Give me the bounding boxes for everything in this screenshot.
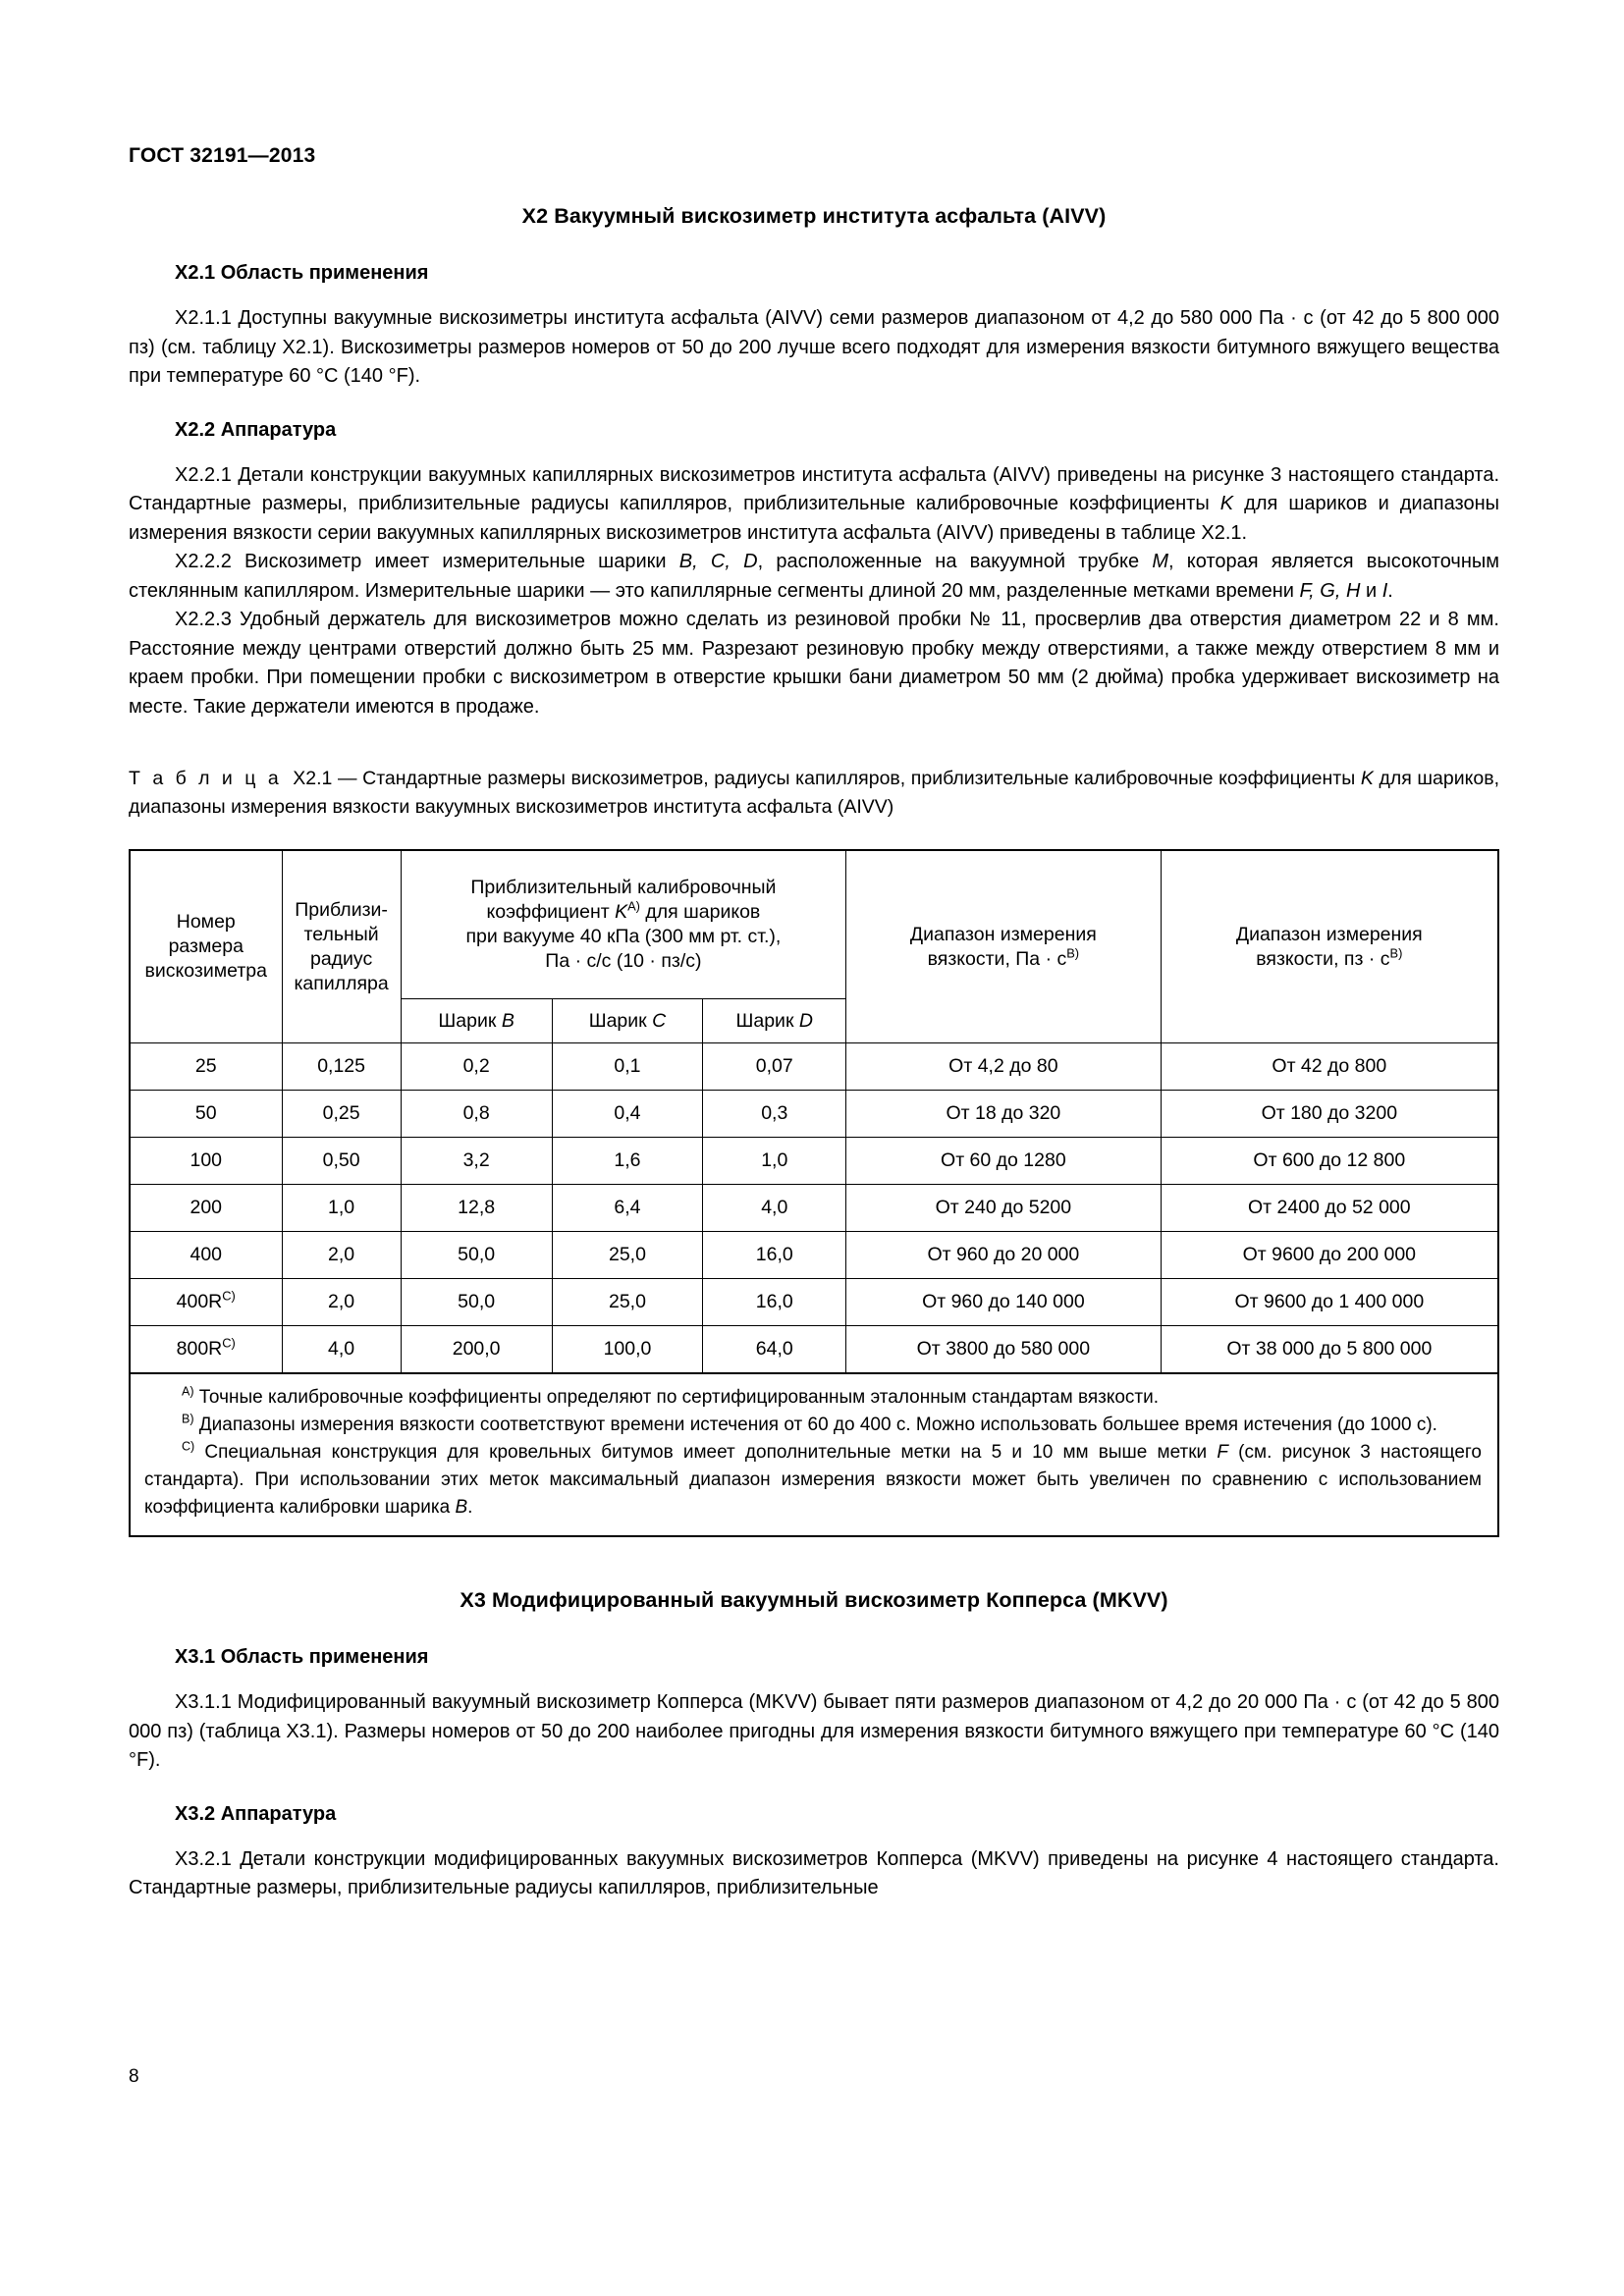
cell-range-pa: От 4,2 до 80: [846, 1043, 1162, 1091]
cell-ball-c: 25,0: [552, 1279, 703, 1326]
cell-range-pa: От 960 до 140 000: [846, 1279, 1162, 1326]
cell-size: 50: [130, 1091, 282, 1138]
note-text-a: Точные калибровочные коэффициенты определяют по сертифицированным эталонным стандартам вязкости.: [193, 1387, 1160, 1408]
cell-ball-d: 0,07: [703, 1043, 846, 1091]
table-row: [130, 1185, 1498, 1232]
symbol-i: I: [1381, 579, 1388, 602]
cell-size: 25: [130, 1043, 282, 1091]
table-x2-1: [129, 849, 1499, 1537]
header-ball-c: [552, 999, 703, 1043]
table-note-b: [144, 1412, 1482, 1439]
header-capillary-radius-l4: капилляра: [294, 972, 389, 994]
header-calibration-l1: Приблизительный калибровочный: [470, 877, 777, 898]
table-caption-post: для шариков, диапазоны измерения вязкости вакуумных вискозиметров института асфальта (AIVV): [129, 768, 1499, 818]
header-calibration-l3: при вакууме 40 кПа (300 мм рт. ст.),: [465, 926, 782, 947]
header-range-pz-l2: вязкости, пз · с: [1256, 947, 1390, 970]
header-ball-c-label: Шарик: [588, 1009, 653, 1032]
section-title-x2: X2 Вакуумный вискозиметр института асфальта (AIVV): [521, 204, 1107, 228]
header-range-pz: [1161, 850, 1498, 1043]
para-x2-2-1-pre: X2.2.1 Детали конструкции вакуумных капиллярных вискозиметров института асфальта (AIVV) приведены на рисунке 3 настоящего стандарта. Стандартные размеры, приблизительные радиусы капилляров, приблизительные калибровочные коэффициенты: [129, 463, 1499, 514]
cell-range-pa: От 240 до 5200: [846, 1185, 1162, 1232]
cell-radius: 4,0: [282, 1326, 401, 1374]
table-row: [130, 1279, 1498, 1326]
cell-range-pz: От 38 000 до 5 800 000: [1161, 1326, 1498, 1374]
cell-ball-c: 100,0: [552, 1326, 703, 1374]
header-size-number-l1: Номер: [176, 911, 236, 933]
header-ball-d-label: Шарик: [735, 1009, 799, 1032]
header-range-pa-l2: вязкости, Па · с: [927, 947, 1067, 970]
header-range-pa-l1: Диапазон измерения: [909, 923, 1097, 945]
cell-size: 400: [130, 1232, 282, 1279]
header-footnote-ref-b1: B): [1066, 945, 1080, 960]
table-body: [130, 1043, 1498, 1537]
heading-x2-1: X2.1 Область применения: [175, 262, 429, 284]
header-ball-d-symbol: D: [798, 1009, 813, 1032]
table-header-row-1: [130, 850, 1498, 999]
cell-ball-c: 1,6: [552, 1138, 703, 1185]
header-footnote-ref-b2: B): [1389, 945, 1403, 960]
cell-radius: 1,0: [282, 1185, 401, 1232]
cell-ball-b: 200,0: [401, 1326, 552, 1374]
table-row: [130, 1232, 1498, 1279]
cell-range-pz: От 180 до 3200: [1161, 1091, 1498, 1138]
cell-ball-d: 0,3: [703, 1091, 846, 1138]
table-row: [130, 1326, 1498, 1374]
header-footnote-ref-a: A): [627, 898, 640, 914]
header-capillary-radius-l2: тельный: [303, 923, 379, 945]
table-note-c: [144, 1439, 1482, 1522]
cell-range-pa: От 18 до 320: [846, 1091, 1162, 1138]
table-note-a: [144, 1384, 1482, 1412]
cell-range-pz: От 9600 до 200 000: [1161, 1232, 1498, 1279]
cell-radius: 2,0: [282, 1279, 401, 1326]
header-ball-c-symbol: C: [652, 1009, 667, 1032]
table-notes-row: [130, 1373, 1498, 1536]
cell-ball-d: 1,0: [703, 1138, 846, 1185]
cell-size: $800R^{C)}$: [130, 1326, 282, 1374]
cell-ball-b: 0,8: [401, 1091, 552, 1138]
cell-ball-c: 0,1: [552, 1043, 703, 1091]
cell-ball-d: 16,0: [703, 1232, 846, 1279]
cell-ball-b: 50,0: [401, 1279, 552, 1326]
header-size-number-l3: вискозиметра: [144, 960, 267, 982]
header-ball-b: [401, 999, 552, 1043]
header-capillary-radius-l3: радиус: [309, 947, 373, 970]
heading-x3-2: X3.2 Аппаратура: [175, 1802, 337, 1825]
cell-ball-c: 25,0: [552, 1232, 703, 1279]
table-row: [130, 1091, 1498, 1138]
para-x2-2-2: [129, 548, 1499, 606]
table-caption-x2-1: [129, 765, 1499, 822]
note-symbol-b: B: [455, 1497, 468, 1518]
header-range-pa: [846, 850, 1162, 1043]
section-title-x3: X3 Модифицированный вакуумный вискозиметр Копперса (MKVV): [460, 1588, 1168, 1612]
cell-radius: 0,25: [282, 1091, 401, 1138]
running-head: ГОСТ 32191—2013: [129, 144, 316, 167]
cell-size: 200: [130, 1185, 282, 1232]
cell-radius: 0,125: [282, 1043, 401, 1091]
symbol-m: M: [1152, 551, 1169, 572]
cell-ball-b: 0,2: [401, 1043, 552, 1091]
header-size-number-l2: размера: [168, 935, 244, 957]
para-x2-2-2-mid1: , расположенные на вакуумной трубке: [757, 551, 1153, 572]
cell-ball-c: 0,4: [552, 1091, 703, 1138]
header-ball-b-label: Шарик: [438, 1009, 502, 1032]
cell-range-pz: От 600 до 12 800: [1161, 1138, 1498, 1185]
cell-ball-d: 16,0: [703, 1279, 846, 1326]
cell-ball-d: 4,0: [703, 1185, 846, 1232]
header-calibration-l2-pre: коэффициент: [486, 901, 616, 923]
cell-range-pz: От 42 до 800: [1161, 1043, 1498, 1091]
header-ball-d: [703, 999, 846, 1043]
cell-ball-b: 12,8: [401, 1185, 552, 1232]
table-header: [130, 850, 1498, 1043]
note-text-b: Диапазоны измерения вязкости соответствуют времени истечения от 60 до 400 с. Можно использовать большее время истечения (до 1000 с).: [193, 1415, 1437, 1435]
header-calibration-l4: Па · с/с (10 · пз/с): [545, 950, 702, 972]
header-calibration-coefficient: [401, 850, 845, 999]
header-range-pz-l1: Диапазон измерения: [1235, 923, 1423, 945]
para-x3-1-1: X3.1.1 Модифицированный вакуумный вискозиметр Копперса (MKVV) бывает пяти размеров диапазоном от 4,2 до 20 000 Па · с (от 42 до 5 800 000 пз) (таблица X3.1). Размеры номеров от 50 до 200 наиболее пригодны для измерения вязкости битумного вяжущего при температуре 60 °С (140 °F).: [129, 1691, 1499, 1771]
para-x2-2-2-mid2: , которая является высокоточным стеклянным капилляром. Измерительные шарики — это капиллярные сегменты длиной 20 мм, разделенные метками времени: [129, 551, 1499, 602]
symbol-k: K: [1219, 493, 1234, 514]
cell-range-pa: От 960 до 20 000: [846, 1232, 1162, 1279]
header-size-number: [130, 850, 282, 1043]
symbol-fgh: F, G, H: [1299, 579, 1361, 602]
cell-range-pz: От 2400 до 52 000: [1161, 1185, 1498, 1232]
header-capillary-radius: [282, 850, 401, 1043]
heading-x3-1: X3.1 Область применения: [175, 1646, 429, 1668]
header-calibration-l2-post: для шариков: [639, 901, 761, 923]
table-notes: [130, 1373, 1498, 1536]
note-text-c-post: .: [467, 1497, 473, 1518]
note-marker-a: A): [182, 1384, 194, 1399]
page-content: [129, 204, 1499, 1903]
table-caption-pre: — Стандартные размеры вискозиметров, радиусы капилляров, приблизительные калибровочные коэффициенты: [332, 768, 1361, 789]
cell-radius: 2,0: [282, 1232, 401, 1279]
cell-radius: 0,50: [282, 1138, 401, 1185]
table-caption-number: X2.1: [293, 768, 333, 789]
table-row: [130, 1043, 1498, 1091]
para-x3-2-1: X3.2.1 Детали конструкции модифицированных вакуумных вискозиметров Копперса (MKVV) приведены на рисунке 4 настоящего стандарта. Стандартные размеры, приблизительные радиусы капилляров, приблизительные: [129, 1847, 1499, 1898]
para-x2-2-3: X2.2.3 Удобный держатель для вискозиметров можно сделать из резиновой пробки № 11, просверлив два отверстия диаметром 22 и 8 мм. Расстояние между центрами отверстий должно быть 25 мм. Разрезают резиновую пробку между отверстиями, а также между отверстием 8 мм и краем пробки. При помещении пробки с вискозиметром в отверстие крышки бани диаметром 50 мм (2 дюйма) пробка удерживает вискозиметр на месте. Такие держатели имеются в продаже.: [129, 609, 1499, 718]
para-x2-2-2-pre: X2.2.2 Вискозиметр имеет измерительные шарики: [175, 551, 679, 572]
caption-symbol-k: K: [1360, 768, 1374, 789]
header-ball-b-symbol: B: [501, 1009, 514, 1032]
note-marker-c: C): [182, 1439, 195, 1454]
page-number: 8: [129, 2066, 139, 2087]
cell-ball-b: 50,0: [401, 1232, 552, 1279]
cell-ball-d: 64,0: [703, 1326, 846, 1374]
table-caption-label: Т а б л и ц а: [129, 768, 283, 789]
para-x2-2-2-mid3: и: [1360, 579, 1382, 602]
cell-ball-b: 3,2: [401, 1138, 552, 1185]
para-x2-2-1: [129, 461, 1499, 549]
cell-range-pa: От 60 до 1280: [846, 1138, 1162, 1185]
cell-size: 100: [130, 1138, 282, 1185]
cell-ball-c: 6,4: [552, 1185, 703, 1232]
symbol-bcd: B, C, D: [678, 551, 758, 572]
para-x2-1-1: X2.1.1 Доступны вакуумные вискозиметры института асфальта (AIVV) семи размеров диапазоном от 4,2 до 580 000 Па · с (от 42 до 5 800 000 пз) (см. таблицу X2.1). Вискозиметры размеров номеров от 50 до 200 лучше всего подходят для измерения вязкости битумного вяжущего вещества при температуре 60 °С (140 °F).: [129, 307, 1499, 387]
note-text-c-mid: (см. рисунок 3 настоящего стандарта). При использовании этих меток максимальный диапазон измерения вязкости может быть увеличен по сравнению с использованием коэффициента калибровки шарика: [144, 1442, 1483, 1518]
table-row: [130, 1138, 1498, 1185]
header-capillary-radius-l1: Приблизи-: [295, 898, 388, 921]
note-symbol-f: F: [1217, 1442, 1228, 1463]
para-x2-2-2-post: .: [1387, 579, 1393, 602]
header-symbol-k: K: [615, 901, 628, 923]
note-text-c-pre: Специальная конструкция для кровельных битумов имеет дополнительные метки на 5 и 10 мм выше метки: [194, 1442, 1218, 1463]
cell-range-pa: От 3800 до 580 000: [846, 1326, 1162, 1374]
para-x2-2-1-post: для шариков и диапазоны измерения вязкости серии вакуумных капиллярных вискозиметров института асфальта (AIVV) приведены в таблице X2.1.: [129, 493, 1499, 544]
note-marker-b: B): [182, 1412, 194, 1426]
heading-x2-2: X2.2 Аппаратура: [175, 418, 337, 441]
cell-size: $400R^{C)}$: [130, 1279, 282, 1326]
cell-range-pz: От 9600 до 1 400 000: [1161, 1279, 1498, 1326]
